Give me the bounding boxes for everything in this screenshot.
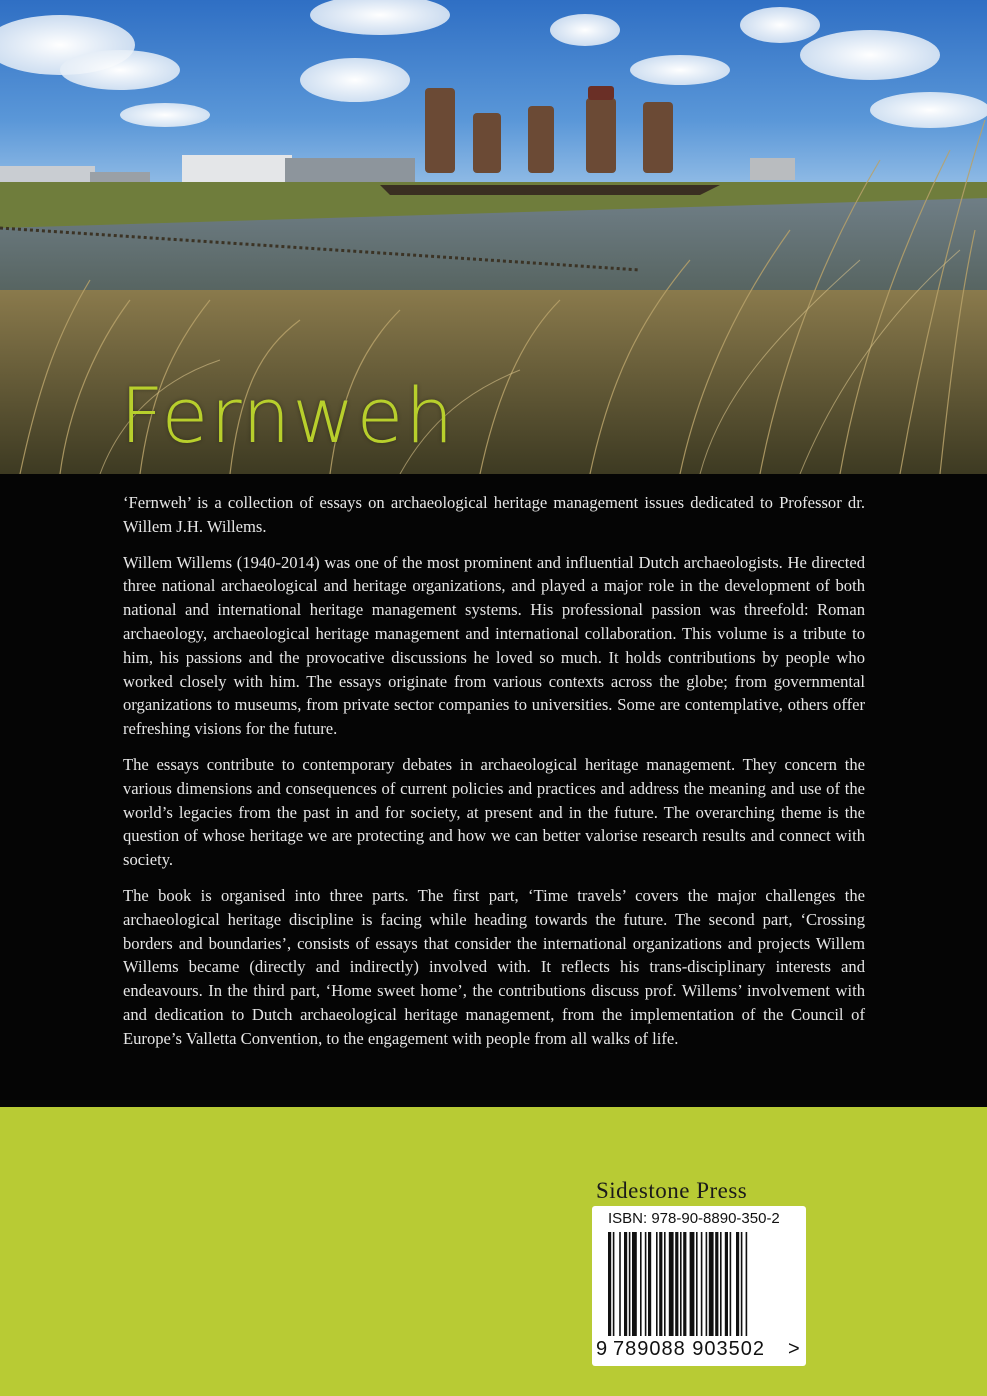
barcode-bar	[715, 1232, 718, 1336]
barcode-bar	[619, 1232, 621, 1336]
paragraph-2: Willem Willems (1940-2014) was one of the most prominent and influential Dutch archaeologists. He directed three national archaeological and heritage organizations, and played a major role in the development of both national and international heritage management systems. His professional passion was threefold: Roman archaeology, archaeological heritage management and international collaboration. This volume is a tribute to him, his passions and the provocative discussions he loved so much. It holds contributions by people who worked closely with him. The essays originate from various contexts across the globe; from governmental organizations to museums, from private sector companies to universities. Some are contemplative, others offer refreshing visions for the future.	[123, 552, 865, 739]
barcode-number: 789088 903502	[613, 1338, 766, 1360]
barcode-bar	[730, 1232, 732, 1336]
barcode-bars	[608, 1232, 794, 1340]
barcode-box	[592, 1206, 806, 1366]
publisher-name: Sidestone Press	[596, 1178, 748, 1203]
bottom-panel	[0, 1107, 987, 1396]
barcode-bar	[624, 1232, 627, 1336]
isbn-label: ISBN: 978-90-8890-350-2	[608, 1210, 780, 1227]
paragraph-3: The essays contribute to contemporary debates in archaeological heritage management. They concern the various dimensions and consequences of current policies and practices and address the meaning and use of the world’s legacies from the past in and for society, at present and in the future. The overarching theme is the question of whose heritage we are protecting and how we can better valorise research results and connect with society.	[123, 754, 865, 870]
barcode-bar	[683, 1232, 686, 1336]
barcode-bar	[706, 1232, 708, 1336]
barcode-bar	[720, 1232, 722, 1336]
barcode-bar	[640, 1232, 642, 1336]
barcode-first-digit: 9	[596, 1338, 608, 1360]
barcode-bar	[736, 1232, 739, 1336]
barcode-bar	[669, 1232, 674, 1336]
barcode-bar	[675, 1232, 678, 1336]
barcode-bar	[690, 1232, 695, 1336]
barcode-bar	[741, 1232, 743, 1336]
barcode-bar	[696, 1232, 698, 1336]
barcode-bar	[659, 1232, 662, 1336]
description-text	[123, 491, 865, 1063]
cover-title: Fernweh	[120, 371, 456, 460]
barcode-arrow-icon: >	[788, 1338, 800, 1360]
barcode-bar	[613, 1232, 615, 1336]
paragraph-1: ‘Fernweh’ is a collection of essays on archaeological heritage management issues dedicated to Professor dr. Willem J.H. Willems.	[123, 493, 865, 536]
barcode-bar	[648, 1232, 651, 1336]
barcode-bar	[629, 1232, 631, 1336]
barcode-bar	[725, 1232, 728, 1336]
barcode-bar	[680, 1232, 682, 1336]
description-panel	[0, 474, 987, 1107]
barcode-bar	[632, 1232, 637, 1336]
barcode-bar	[701, 1232, 703, 1336]
paragraph-4: The book is organised into three parts. The first part, ‘Time travels’ covers the major challenges the archaeological heritage discipline is facing while heading towards the future. The second part, ‘Crossing borders and boundaries’, consists of essays that consider the international organizations and projects Willem Willems became (directly and indirectly) involved with. It reflects his trans-disciplinary interests and endeavours. In the third part, ‘Home sweet home’, the contributions discuss prof. Willems’ involvement with and dedication to Dutch archaeological heritage management, from the implementation of the Council of Europe’s Valletta Convention, to the engagement with people from all walks of life.	[123, 885, 865, 1048]
barcode-bar	[746, 1232, 748, 1336]
barcode-bar	[608, 1232, 611, 1336]
barcode-bar	[664, 1232, 666, 1336]
barcode-bar	[709, 1232, 714, 1336]
barcode-bar	[656, 1232, 658, 1336]
barcode-bar	[645, 1232, 647, 1336]
